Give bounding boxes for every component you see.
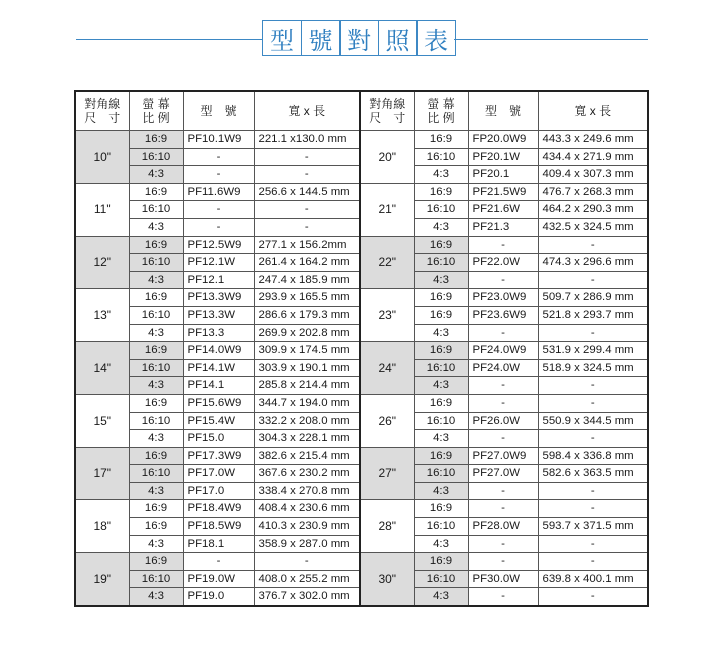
model-cell: - [468, 430, 538, 448]
aspect-ratio-cell: 16:10 [414, 570, 468, 588]
aspect-ratio-cell: 4:3 [414, 377, 468, 395]
diagonal-size-cell: 20" [360, 131, 414, 184]
model-cell: - [183, 148, 254, 166]
aspect-ratio-cell: 4:3 [414, 430, 468, 448]
model-cell: - [468, 500, 538, 518]
model-cell: PF19.0W [183, 570, 254, 588]
aspect-ratio-cell: 16:10 [129, 148, 183, 166]
title-char: 型 [262, 20, 302, 56]
model-cell: PF12.1W [183, 254, 254, 272]
model-cell: PF21.5W9 [468, 183, 538, 201]
diagonal-size-cell: 30" [360, 553, 414, 606]
dimensions-cell: - [538, 535, 648, 553]
dimensions-cell: 309.9 x 174.5 mm [254, 342, 360, 360]
dimensions-cell: - [538, 271, 648, 289]
dimensions-cell: 434.4 x 271.9 mm [538, 148, 648, 166]
aspect-ratio-cell: 4:3 [414, 166, 468, 184]
model-cell: - [468, 588, 538, 606]
model-cell: PF24.0W [468, 359, 538, 377]
diagonal-size-cell: 10" [75, 131, 129, 184]
dimensions-cell: 221.1 x130.0 mm [254, 131, 360, 149]
model-cell: - [183, 553, 254, 571]
dimensions-cell: 303.9 x 190.1 mm [254, 359, 360, 377]
aspect-ratio-cell: 4:3 [129, 377, 183, 395]
header-dims: 寬 x 長 [254, 91, 360, 131]
model-cell: FP20.0W9 [468, 131, 538, 149]
model-cell: PF23.0W9 [468, 289, 538, 307]
diagonal-size-cell: 21" [360, 183, 414, 236]
aspect-ratio-cell: 16:10 [129, 570, 183, 588]
title-char: 表 [416, 20, 456, 56]
model-cell: PF20.1 [468, 166, 538, 184]
page-title [262, 20, 456, 56]
aspect-ratio-cell: 4:3 [414, 482, 468, 500]
aspect-ratio-cell: 16:9 [414, 289, 468, 307]
table-row [75, 236, 648, 254]
dimensions-cell: - [254, 148, 360, 166]
header-diagonal-line1: 對角線 [84, 97, 121, 111]
model-cell: - [468, 394, 538, 412]
dimensions-cell: 639.8 x 400.1 mm [538, 570, 648, 588]
model-cell: PF13.3W [183, 306, 254, 324]
dimensions-cell: - [254, 201, 360, 219]
diagonal-size-cell: 22" [360, 236, 414, 289]
model-cell: - [183, 218, 254, 236]
table-body [75, 131, 648, 607]
aspect-ratio-cell: 4:3 [129, 166, 183, 184]
model-cell: PF17.0W [183, 465, 254, 483]
model-cell: - [468, 482, 538, 500]
model-cell: PF15.4W [183, 412, 254, 430]
dimensions-cell: 521.8 x 293.7 mm [538, 306, 648, 324]
aspect-ratio-cell: 16:10 [414, 148, 468, 166]
diagonal-size-cell: 26" [360, 394, 414, 447]
model-cell: PF13.3W9 [183, 289, 254, 307]
dimensions-cell: - [538, 588, 648, 606]
aspect-ratio-cell: 4:3 [129, 535, 183, 553]
aspect-ratio-cell: 16:9 [414, 342, 468, 360]
dimensions-cell: 277.1 x 156.2mm [254, 236, 360, 254]
model-cell: PF20.1W [468, 148, 538, 166]
model-cell: PF10.1W9 [183, 131, 254, 149]
aspect-ratio-cell: 16:10 [129, 412, 183, 430]
dimensions-cell: 598.4 x 336.8 mm [538, 447, 648, 465]
model-cell: PF19.0 [183, 588, 254, 606]
aspect-ratio-cell: 16:9 [129, 447, 183, 465]
model-cell: PF28.0W [468, 518, 538, 536]
model-cell: - [468, 377, 538, 395]
model-cell: PF27.0W [468, 465, 538, 483]
model-cell: - [468, 535, 538, 553]
dimensions-cell: 247.4 x 185.9 mm [254, 271, 360, 289]
aspect-ratio-cell: 16:10 [129, 254, 183, 272]
aspect-ratio-cell: 16:9 [414, 131, 468, 149]
diagonal-size-cell: 15" [75, 394, 129, 447]
table-row [75, 553, 648, 571]
aspect-ratio-cell: 16:10 [414, 412, 468, 430]
dimensions-cell: 286.6 x 179.3 mm [254, 306, 360, 324]
dimensions-cell: 408.0 x 255.2 mm [254, 570, 360, 588]
model-cell: PF14.1 [183, 377, 254, 395]
dimensions-cell: 476.7 x 268.3 mm [538, 183, 648, 201]
aspect-ratio-cell: 16:9 [129, 236, 183, 254]
dimensions-cell: 293.9 x 165.5 mm [254, 289, 360, 307]
dimensions-cell: 256.6 x 144.5 mm [254, 183, 360, 201]
model-cell: - [468, 236, 538, 254]
title-rule-left [76, 39, 262, 40]
title-rule-right [454, 39, 648, 40]
aspect-ratio-cell: 16:9 [129, 553, 183, 571]
aspect-ratio-cell: 16:10 [129, 306, 183, 324]
header-diagonal-line2: 尺 寸 [84, 111, 121, 125]
aspect-ratio-cell: 16:10 [414, 518, 468, 536]
title-char: 號 [301, 20, 341, 56]
aspect-ratio-cell: 16:10 [414, 201, 468, 219]
diagonal-size-cell: 11" [75, 183, 129, 236]
aspect-ratio-cell: 4:3 [414, 324, 468, 342]
dimensions-cell: 409.4 x 307.3 mm [538, 166, 648, 184]
model-cell: PF23.6W9 [468, 306, 538, 324]
aspect-ratio-cell: 4:3 [129, 271, 183, 289]
dimensions-cell: 410.3 x 230.9 mm [254, 518, 360, 536]
aspect-ratio-cell: 16:9 [414, 236, 468, 254]
header-diagonal-line1: 對角線 [369, 97, 406, 111]
table-header-row [75, 91, 648, 131]
dimensions-cell: 382.6 x 215.4 mm [254, 447, 360, 465]
model-cell: PF12.1 [183, 271, 254, 289]
header-ratio-line2: 比 例 [142, 111, 170, 125]
table-row [75, 500, 648, 518]
aspect-ratio-cell: 16:9 [414, 306, 468, 324]
model-cell: PF11.6W9 [183, 183, 254, 201]
diagonal-size-cell: 17" [75, 447, 129, 500]
dimensions-cell: - [254, 166, 360, 184]
dimensions-cell: 531.9 x 299.4 mm [538, 342, 648, 360]
dimensions-cell: - [538, 482, 648, 500]
table-row [75, 131, 648, 149]
dimensions-cell: - [254, 553, 360, 571]
model-cell: PF18.4W9 [183, 500, 254, 518]
dimensions-cell: 261.4 x 164.2 mm [254, 254, 360, 272]
dimensions-cell: 582.6 x 363.5 mm [538, 465, 648, 483]
model-cell: PF18.5W9 [183, 518, 254, 536]
diagonal-size-cell: 14" [75, 342, 129, 395]
aspect-ratio-cell: 16:10 [129, 359, 183, 377]
header-ratio-line1: 螢 幕 [142, 97, 170, 111]
diagonal-size-cell: 24" [360, 342, 414, 395]
aspect-ratio-cell: 16:10 [414, 465, 468, 483]
table-row [75, 394, 648, 412]
model-cell: PF17.3W9 [183, 447, 254, 465]
dimensions-cell: 550.9 x 344.5 mm [538, 412, 648, 430]
dimensions-cell: - [538, 324, 648, 342]
dimensions-cell: - [538, 394, 648, 412]
model-cell: PF13.3 [183, 324, 254, 342]
aspect-ratio-cell: 4:3 [129, 324, 183, 342]
aspect-ratio-cell: 16:9 [129, 289, 183, 307]
diagonal-size-cell: 23" [360, 289, 414, 342]
dimensions-cell: 332.2 x 208.0 mm [254, 412, 360, 430]
aspect-ratio-cell: 16:9 [414, 553, 468, 571]
model-cell: PF14.0W9 [183, 342, 254, 360]
header-diagonal-line2: 尺 寸 [369, 111, 406, 125]
dimensions-cell: 344.7 x 194.0 mm [254, 394, 360, 412]
aspect-ratio-cell: 16:9 [414, 500, 468, 518]
aspect-ratio-cell: 16:9 [414, 183, 468, 201]
header-diagonal [75, 91, 129, 131]
model-cell: - [468, 553, 538, 571]
aspect-ratio-cell: 4:3 [414, 588, 468, 606]
model-cell: - [183, 201, 254, 219]
dimensions-cell: 376.7 x 302.0 mm [254, 588, 360, 606]
dimensions-cell: 432.5 x 324.5 mm [538, 218, 648, 236]
header-ratio-line1: 螢 幕 [427, 97, 455, 111]
aspect-ratio-cell: 16:10 [414, 254, 468, 272]
dimensions-cell: 443.3 x 249.6 mm [538, 131, 648, 149]
aspect-ratio-cell: 4:3 [129, 430, 183, 448]
dimensions-cell: 358.9 x 287.0 mm [254, 535, 360, 553]
model-cell: PF12.5W9 [183, 236, 254, 254]
dimensions-cell: - [538, 430, 648, 448]
header-diagonal [360, 91, 414, 131]
aspect-ratio-cell: 4:3 [129, 218, 183, 236]
model-cell: - [468, 271, 538, 289]
dimensions-cell: 593.7 x 371.5 mm [538, 518, 648, 536]
model-cell: - [183, 166, 254, 184]
model-cell: PF18.1 [183, 535, 254, 553]
dimensions-cell: - [538, 236, 648, 254]
dimensions-cell: - [538, 553, 648, 571]
header-ratio-line2: 比 例 [427, 111, 455, 125]
header-ratio [129, 91, 183, 131]
dimensions-cell: 518.9 x 324.5 mm [538, 359, 648, 377]
dimensions-cell: - [254, 218, 360, 236]
dimensions-cell: 367.6 x 230.2 mm [254, 465, 360, 483]
aspect-ratio-cell: 16:9 [129, 500, 183, 518]
aspect-ratio-cell: 16:10 [414, 359, 468, 377]
model-cell: PF15.6W9 [183, 394, 254, 412]
dimensions-cell: 285.8 x 214.4 mm [254, 377, 360, 395]
aspect-ratio-cell: 16:9 [414, 394, 468, 412]
dimensions-cell: - [538, 377, 648, 395]
model-cell: PF24.0W9 [468, 342, 538, 360]
diagonal-size-cell: 13" [75, 289, 129, 342]
dimensions-cell: 338.4 x 270.8 mm [254, 482, 360, 500]
model-cell: - [468, 324, 538, 342]
aspect-ratio-cell: 4:3 [414, 271, 468, 289]
dimensions-cell: 304.3 x 228.1 mm [254, 430, 360, 448]
table-row [75, 447, 648, 465]
header-dims: 寬 x 長 [538, 91, 648, 131]
table-row [75, 289, 648, 307]
dimensions-cell: - [538, 500, 648, 518]
header-ratio [414, 91, 468, 131]
diagonal-size-cell: 28" [360, 500, 414, 553]
aspect-ratio-cell: 4:3 [129, 588, 183, 606]
diagonal-size-cell: 27" [360, 447, 414, 500]
diagonal-size-cell: 18" [75, 500, 129, 553]
aspect-ratio-cell: 16:9 [129, 131, 183, 149]
dimensions-cell: 269.9 x 202.8 mm [254, 324, 360, 342]
aspect-ratio-cell: 16:10 [129, 465, 183, 483]
dimensions-cell: 474.3 x 296.6 mm [538, 254, 648, 272]
model-cell: PF30.0W [468, 570, 538, 588]
table-row [75, 342, 648, 360]
header-model: 型 號 [183, 91, 254, 131]
model-cell: PF15.0 [183, 430, 254, 448]
aspect-ratio-cell: 16:10 [129, 201, 183, 219]
aspect-ratio-cell: 16:9 [129, 518, 183, 536]
aspect-ratio-cell: 4:3 [414, 218, 468, 236]
model-cell: PF21.3 [468, 218, 538, 236]
aspect-ratio-cell: 4:3 [414, 535, 468, 553]
aspect-ratio-cell: 16:9 [129, 342, 183, 360]
model-cell: PF14.1W [183, 359, 254, 377]
dimensions-cell: 509.7 x 286.9 mm [538, 289, 648, 307]
aspect-ratio-cell: 16:9 [414, 447, 468, 465]
model-cell: PF17.0 [183, 482, 254, 500]
title-char: 照 [378, 20, 418, 56]
aspect-ratio-cell: 4:3 [129, 482, 183, 500]
table-row [75, 183, 648, 201]
title-char: 對 [339, 20, 379, 56]
diagonal-size-cell: 12" [75, 236, 129, 289]
dimensions-cell: 464.2 x 290.3 mm [538, 201, 648, 219]
dimensions-cell: 408.4 x 230.6 mm [254, 500, 360, 518]
model-comparison-table [74, 90, 649, 607]
aspect-ratio-cell: 16:9 [129, 183, 183, 201]
model-cell: PF26.0W [468, 412, 538, 430]
aspect-ratio-cell: 16:9 [129, 394, 183, 412]
model-cell: PF22.0W [468, 254, 538, 272]
diagonal-size-cell: 19" [75, 553, 129, 606]
model-cell: PF21.6W [468, 201, 538, 219]
model-cell: PF27.0W9 [468, 447, 538, 465]
header-model: 型 號 [468, 91, 538, 131]
